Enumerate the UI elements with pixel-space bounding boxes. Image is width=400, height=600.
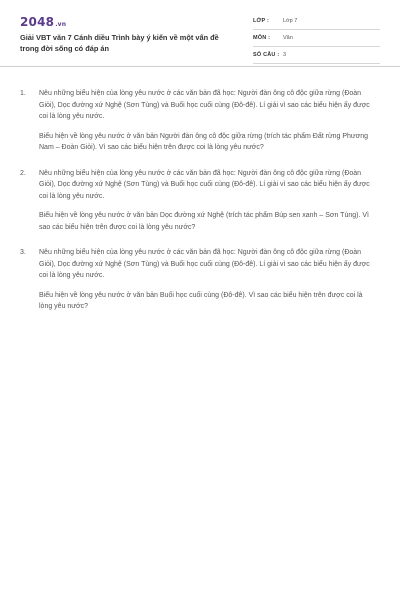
question-list (20, 88, 380, 327)
meta-label: SỐ CÂU : (253, 52, 280, 58)
meta-label: MÔN : (253, 35, 271, 41)
question-body (39, 247, 377, 313)
question-subtext: Biểu hiện về lòng yêu nước ở văn bản Buổi học cuối cùng (Đô-đê). Vì sao các biểu hiện trên được coi là lòng yêu nước? (39, 291, 363, 310)
question-item (20, 168, 380, 234)
question-number: 2. (20, 169, 26, 177)
meta-info (253, 13, 380, 64)
question-body (39, 168, 377, 234)
meta-value: Văn (283, 35, 293, 41)
header-divider (0, 66, 400, 67)
question-text: Nêu những biểu hiện của lòng yêu nước ở các văn bản đã học: Người đàn ông cô độc giữa rừng (Đoàn Giỏi), Dọc đường xứ Nghệ (Sơn Tùng) và Buổi học cuối cùng (Đô-đê). Lí giải vì sao các biểu hiện ấy được coi là lòng yêu nước. (39, 249, 370, 279)
meta-row-class (253, 13, 380, 30)
question-item (20, 88, 380, 154)
meta-label: LỚP : (253, 18, 269, 24)
logo-suffix-text: .vn (55, 21, 67, 28)
question-subtext: Biểu hiện về lòng yêu nước ở văn bản Dọc đường xứ Nghệ (trích tác phẩm Búp sen xanh – Sơn Tùng). Vì sao các biểu hiện trên được coi là lòng yêu nước? (39, 212, 369, 231)
document-title: Giải VBT văn 7 Cánh diều Trình bày ý kiến về một vấn đề trong đời sống có đáp án (20, 33, 219, 53)
question-number: 3. (20, 249, 26, 256)
meta-row-question-count (253, 47, 380, 64)
question-subtext: Biểu hiện về lòng yêu nước ở văn bản Người đàn ông cô độc giữa rừng (trích tác phẩm Đất rừng Phương Nam – Đoàn Giỏi). Vì sao các biểu hiện trên được coi là lòng yêu nước? (39, 132, 368, 151)
question-number: 1. (20, 90, 26, 97)
meta-value: 3 (283, 52, 287, 58)
logo-main-text: 2048 (20, 15, 55, 29)
meta-value: Lớp 7 (283, 18, 298, 24)
question-text: Nêu những biểu hiện của lòng yêu nước ở các văn bản đã học: Người đàn ông cô độc giữa rừng (Đoàn Giỏi), Dọc đường xứ Nghệ (Sơn Tùng) và Buổi học cuối cùng (Đô-đê). Lí giải vì sao các biểu hiện ấy được coi là lòng yêu nước. (39, 90, 370, 120)
site-logo[interactable] (20, 15, 66, 29)
question-text: Nêu những biểu hiện của lòng yêu nước ở các văn bản đã học: Người đàn ông cô độc giữa rừng (Đoàn Giỏi), Dọc đường xứ Nghệ (Sơn Tùng) và Buổi học cuối cùng (Đô-đê). Lí giải vì sao các biểu hiện ấy được coi là lòng yêu nước. (39, 169, 370, 200)
page-header (0, 0, 400, 66)
meta-row-subject (253, 30, 380, 47)
question-body (39, 88, 377, 154)
question-item (20, 247, 380, 313)
